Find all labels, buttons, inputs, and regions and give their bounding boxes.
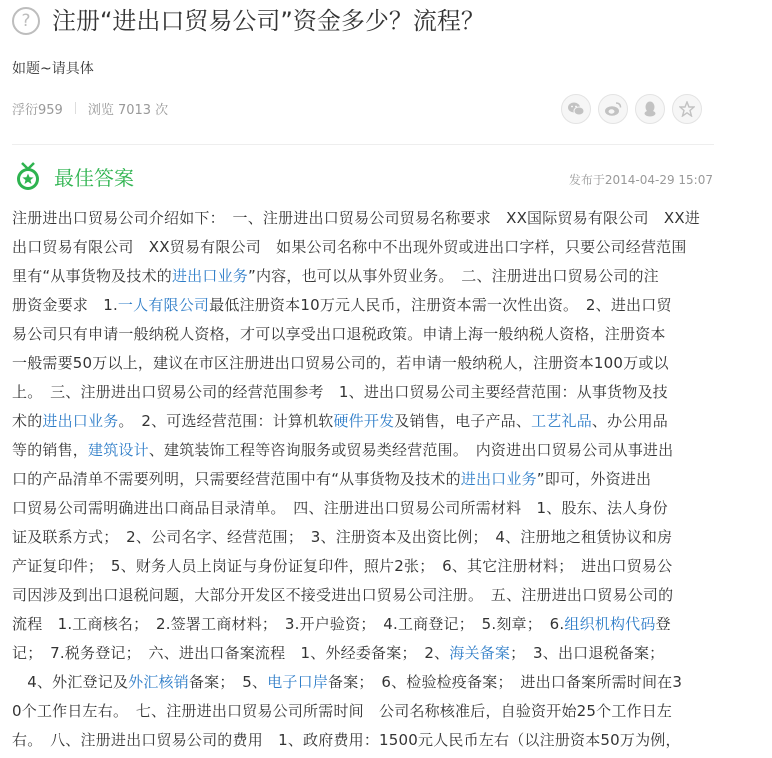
- answer-line: [12, 523, 714, 552]
- answer-text: 上。 三、注册进出口贸易公司的经营范围参考 1、进出口贸易公司主要经营范围：从事货物及技: [12, 383, 668, 401]
- meta-divider: [75, 102, 76, 114]
- wechat-icon[interactable]: [561, 94, 591, 124]
- question-mark-icon: ?: [12, 7, 40, 35]
- answer-text: 4、外汇登记及: [12, 673, 129, 691]
- keyword-link[interactable]: 工艺礼品: [531, 412, 592, 430]
- answer-line: [12, 378, 714, 407]
- best-answer-label: 最佳答案: [54, 166, 134, 190]
- keyword-link[interactable]: 进出口业务: [460, 470, 537, 488]
- answer-line: [12, 581, 714, 610]
- answer-text: 注册进出口贸易公司介绍如下： 一、注册进出口贸易公司贸易名称要求 XX国际贸易有限公司 XX进: [12, 209, 701, 227]
- answer-text: 出口贸易有限公司 XX贸易有限公司 如果公司名称中不出现外贸或进出口字样，只要公司经营范围: [12, 238, 687, 256]
- answer-line: [12, 610, 714, 639]
- answer-text: 等的销售，: [12, 441, 89, 459]
- answer-line: [12, 697, 714, 726]
- answer-text: 备案； 6、检验检疫备案； 进出口备案所需时间在3: [328, 673, 683, 691]
- answer-text: 登: [655, 615, 671, 633]
- answer-text: 证及联系方式； 2、公司名字、经营范围； 3、注册资本及出资比例； 4、注册地之租赁协议和房: [12, 528, 673, 546]
- answer-text: 易公司只有申请一般纳税人资格，才可以享受出口退税政策。申请上海一般纳税人资格，注册资本: [12, 325, 666, 343]
- keyword-link[interactable]: 硬件开发: [333, 412, 395, 430]
- answer-line: [12, 494, 714, 523]
- keyword-link[interactable]: 一人有限公司: [117, 296, 210, 314]
- answer-text: 产证复印件； 5、财务人员上岗证与身份证复印件，照片2张； 6、其它注册材料； 进出口贸易公: [12, 557, 673, 575]
- keyword-link[interactable]: 进出口业务: [171, 267, 248, 285]
- answer-text: 。 2、可选经营范围：计算机软: [118, 412, 334, 430]
- answer-line: [12, 552, 714, 581]
- share-bar: [561, 94, 702, 124]
- answer-text: 及销售，电子产品、: [394, 412, 532, 430]
- keyword-link[interactable]: 海关备案: [449, 644, 511, 662]
- keyword-link[interactable]: 电子口岸: [267, 673, 329, 691]
- answer-text: 、建筑装饰工程等咨询服务或贸易类经营范围。 内资进出口贸易公司从事进出: [148, 441, 674, 459]
- question-title: 注册“进出口贸易公司”资金多少？流程？: [52, 7, 485, 35]
- answer-line: [12, 233, 714, 262]
- answer-text: 司因涉及到出口退税问题，大部分开发区不接受进出口贸易公司注册。 五、注册进出口贸易公司的: [12, 586, 674, 604]
- answer-line: [12, 726, 714, 755]
- section-divider: [12, 144, 714, 145]
- favorite-star-icon[interactable]: [672, 94, 702, 124]
- answer-text: 流程 1.工商核名； 2.签署工商材料； 3.开户验资； 4.工商登记； 5.刻章； 6.: [12, 615, 565, 633]
- answer-line: [12, 349, 714, 378]
- answer-text: 备案； 5、: [188, 673, 268, 691]
- qq-icon[interactable]: [635, 94, 665, 124]
- answer-line: [12, 465, 714, 494]
- keyword-link[interactable]: 外汇核销: [128, 673, 189, 691]
- answer-text: 右。 八、注册进出口贸易公司的费用 1、政府费用：1500元人民币左右（以注册资本50万为例，: [12, 731, 681, 749]
- keyword-link[interactable]: 建筑设计: [88, 441, 149, 459]
- answer-text: 0个工作日左右。 七、注册进出口贸易公司所需时间 公司名称核准后，自验资开始25个工作日左: [12, 702, 673, 720]
- answer-line: [12, 262, 714, 291]
- answer-text: ”内容，也可以从事外贸业务。 二、注册进出口贸易公司的注: [248, 267, 659, 285]
- question-meta: [12, 98, 168, 118]
- answer-line: [12, 436, 714, 465]
- answer-text: 口的产品清单不需要列明，只需要经营范围中有“从事货物及技术的: [12, 470, 461, 488]
- answer-text: 口贸易公司需明确进出口商品目录清单。 四、注册进出口贸易公司所需材料 1、股东、法人身份: [12, 499, 668, 517]
- asker-name[interactable]: 浮衍959: [12, 102, 63, 118]
- answer-text: 最低注册资本10万元人民币，注册资本需一次性出资。 2、进出口贸: [209, 296, 672, 314]
- answer-text: 里有“从事货物及技术的: [12, 267, 172, 285]
- answer-line: [12, 291, 714, 320]
- answer-text: 一般需要50万以上，建议在市区注册进出口贸易公司的，若申请一般纳税人，注册资本100万或以: [12, 354, 669, 372]
- question-description: 如题~请具体: [12, 61, 94, 77]
- answer-body: [12, 204, 714, 755]
- answer-line: [12, 320, 714, 349]
- best-answer-medal-icon: [14, 162, 42, 196]
- answer-line: [12, 639, 714, 668]
- answer-text: ”即可，外资进出: [536, 470, 652, 488]
- answer-line: [12, 668, 714, 697]
- weibo-icon[interactable]: [598, 94, 628, 124]
- answer-text: 记； 7.税务登记； 六、进出口备案流程 1、外经委备案； 2、: [12, 644, 450, 662]
- answer-text: 、办公用品: [591, 412, 668, 430]
- answer-line: [12, 204, 714, 233]
- answer-text: ； 3、出口退税备案；: [510, 644, 665, 662]
- answer-text: 术的: [12, 412, 43, 430]
- answer-post-time: 发布于2014-04-29 15:07: [568, 173, 713, 187]
- keyword-link[interactable]: 组织机构代码: [564, 615, 656, 633]
- answer-text: 册资金要求 1.: [12, 296, 118, 314]
- view-count: 浏览 7013 次: [87, 102, 169, 118]
- keyword-link[interactable]: 进出口业务: [42, 412, 119, 430]
- answer-line: [12, 407, 714, 436]
